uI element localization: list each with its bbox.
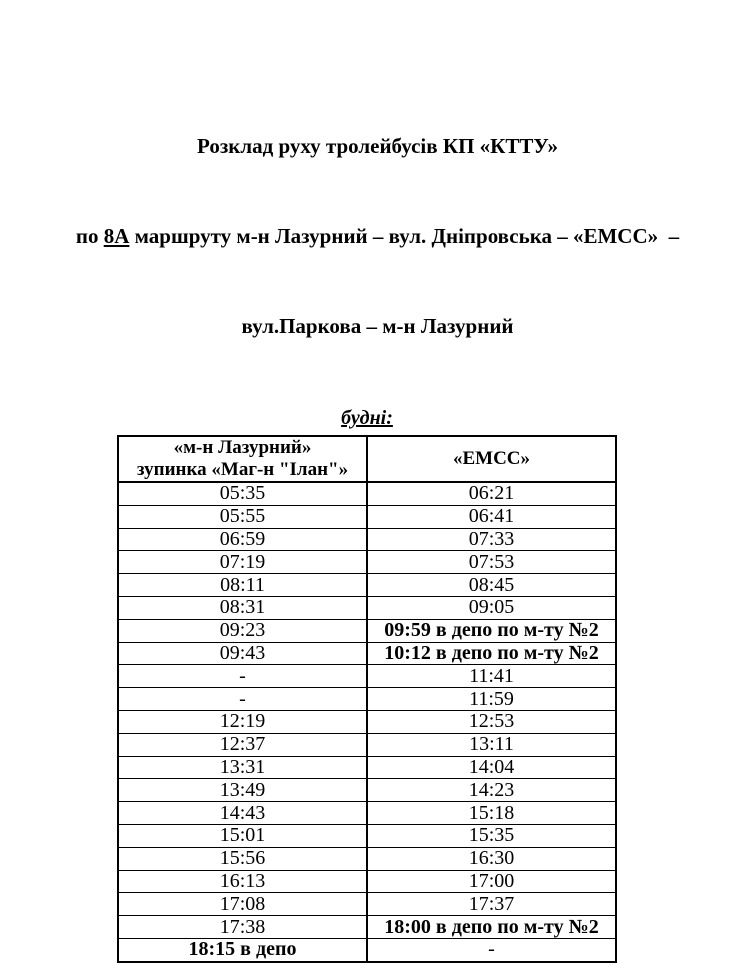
cell-lazurny-time: 15:01 — [118, 824, 367, 847]
title-route-prefix: по — [75, 224, 104, 248]
cell-emss-time: 14:04 — [367, 756, 616, 779]
cell-emss-time: 17:37 — [367, 893, 616, 916]
table-row — [118, 688, 616, 711]
title-line-1-text: Розклад руху тролейбусів КП «КТТУ» — [197, 134, 558, 158]
cell-emss-time: 18:00 в депо по м-ту №2 — [367, 916, 616, 939]
header-arrival-stop: «ЕМСС» — [367, 436, 616, 482]
table-row — [118, 710, 616, 733]
cell-emss-time: 15:35 — [367, 824, 616, 847]
cell-lazurny-time: 07:19 — [118, 551, 367, 574]
route-number: 8А — [103, 224, 130, 248]
table-row — [118, 482, 616, 505]
cell-lazurny-time: 16:13 — [118, 870, 367, 893]
table-row — [118, 870, 616, 893]
title-line-1 — [0, 131, 755, 161]
cell-lazurny-time: 15:56 — [118, 847, 367, 870]
cell-lazurny-time: 05:35 — [118, 482, 367, 505]
table-row — [118, 596, 616, 619]
header-departure-stop-line1: «м-н Лазурний» — [173, 437, 312, 458]
title-route-suffix: маршруту м-н Лазурний – вул. Дніпровська – «ЕМСС» – — [129, 224, 680, 248]
cell-emss-time: 09:59 в депо по м-ту №2 — [367, 619, 616, 642]
schedule-table — [117, 435, 617, 963]
cell-emss-time: 08:45 — [367, 574, 616, 597]
cell-lazurny-time: 05:55 — [118, 505, 367, 528]
table-row — [118, 847, 616, 870]
cell-lazurny-time: 09:23 — [118, 619, 367, 642]
cell-lazurny-time: 08:31 — [118, 596, 367, 619]
table-row — [118, 938, 616, 961]
table-row — [118, 893, 616, 916]
table-row — [118, 779, 616, 802]
cell-emss-time: 06:41 — [367, 505, 616, 528]
cell-emss-time: 17:00 — [367, 870, 616, 893]
table-row — [118, 916, 616, 939]
day-type-row — [117, 406, 617, 431]
cell-emss-time: 13:11 — [367, 733, 616, 756]
table-row — [118, 665, 616, 688]
cell-lazurny-time: 09:43 — [118, 642, 367, 665]
cell-emss-time: 07:53 — [367, 551, 616, 574]
cell-emss-time: 14:23 — [367, 779, 616, 802]
cell-emss-time: 10:12 в депо по м-ту №2 — [367, 642, 616, 665]
table-row — [118, 733, 616, 756]
cell-lazurny-time: 06:59 — [118, 528, 367, 551]
table-row — [118, 574, 616, 597]
cell-emss-time: 11:41 — [367, 665, 616, 688]
table-row — [118, 619, 616, 642]
cell-emss-time: 09:05 — [367, 596, 616, 619]
title-line-3-text: вул.Паркова – м-н Лазурний — [241, 314, 514, 338]
table-row — [118, 505, 616, 528]
cell-lazurny-time: - — [118, 665, 367, 688]
cell-lazurny-time: 13:31 — [118, 756, 367, 779]
cell-emss-time: 16:30 — [367, 847, 616, 870]
document-title — [0, 0, 755, 401]
cell-lazurny-time: 14:43 — [118, 802, 367, 825]
table-row — [118, 642, 616, 665]
title-line-2 — [0, 221, 755, 251]
table-row — [118, 824, 616, 847]
cell-lazurny-time: 13:49 — [118, 779, 367, 802]
cell-lazurny-time: 18:15 в депо — [118, 938, 367, 961]
cell-lazurny-time: 12:19 — [118, 710, 367, 733]
cell-lazurny-time: - — [118, 688, 367, 711]
cell-emss-time: 15:18 — [367, 802, 616, 825]
cell-emss-time: - — [367, 938, 616, 961]
table-row — [118, 756, 616, 779]
cell-emss-time: 12:53 — [367, 710, 616, 733]
cell-emss-time: 11:59 — [367, 688, 616, 711]
table-row — [118, 528, 616, 551]
title-line-3 — [0, 311, 755, 341]
table-row — [118, 802, 616, 825]
cell-lazurny-time: 17:08 — [118, 893, 367, 916]
cell-lazurny-time: 17:38 — [118, 916, 367, 939]
day-type-label: будні: — [341, 407, 393, 429]
cell-lazurny-time: 12:37 — [118, 733, 367, 756]
cell-lazurny-time: 08:11 — [118, 574, 367, 597]
header-departure-stop — [118, 436, 367, 482]
schedule-table-head — [118, 436, 616, 482]
schedule-rows — [118, 482, 616, 962]
header-departure-stop-line2: зупинка «Маг-н "Ілан"» — [136, 459, 349, 480]
cell-emss-time: 07:33 — [367, 528, 616, 551]
cell-emss-time: 06:21 — [367, 482, 616, 505]
header-row — [118, 436, 616, 482]
table-row — [118, 551, 616, 574]
